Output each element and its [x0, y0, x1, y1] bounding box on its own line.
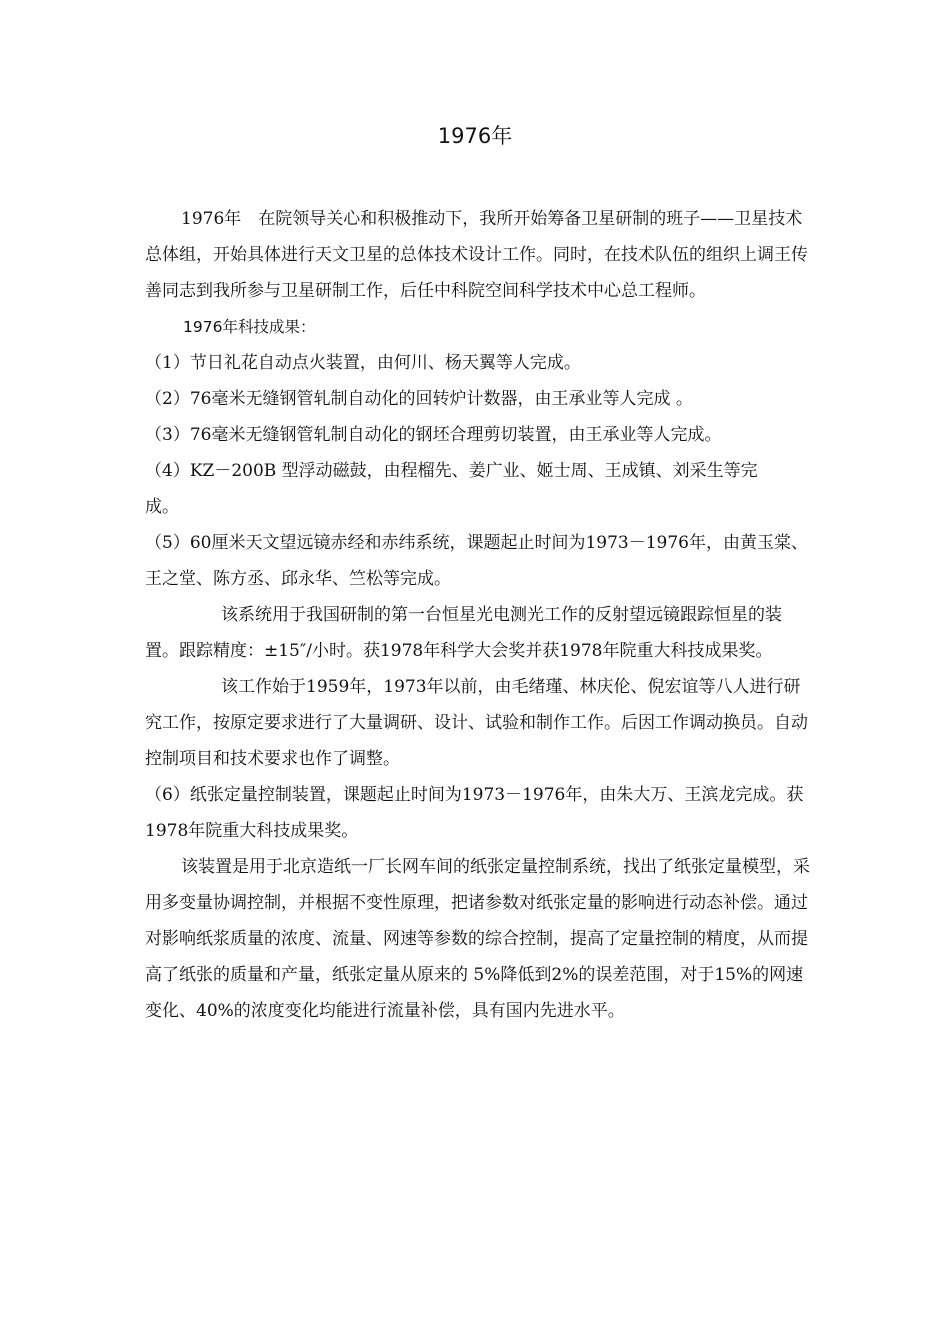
achievement-item-2: （2）76毫米无缝钢管轧制自动化的回转炉计数器，由王承业等人完成 。	[145, 389, 693, 409]
achievement-item-4: （4）KZ－200B 型浮动磁鼓，由程榴先、姜广业、姬士周、王成镇、刘采生等完	[145, 461, 758, 481]
achievement-item-6: （6）纸张定量控制装置，课题起止时间为1973－1976年，由朱大万、王滨龙完成。获1978年院重大科技成果奖。	[145, 785, 804, 841]
page-title: 1976年	[437, 124, 513, 148]
item-5-description-2: 该工作始于1959年，1973年以前，由毛绪瑾、林庆伦、倪宏谊等八人进行研究工作，按原定要求进行了大量调研、设计、试验和制作工作。后因工作调动换员。自动控制项目和技术要求也作了调整。	[145, 677, 808, 769]
intro-paragraph: 1976年 在院领导关心和积极推动下，我所开始筹备卫星研制的班子——卫星技术总体组，开始具体进行天文卫星的总体技术设计工作。同时，在技术队伍的组织上调王传善同志到我所参与卫星研制工作，后任中科院空间科学技术中心总工程师。	[145, 209, 808, 301]
item-5-description-1: 该系统用于我国研制的第一台恒星光电测光工作的反射望远镜跟踪恒星的装置。跟踪精度：±15″/小时。获1978年科学大会奖并获1978年院重大科技成果奖。	[145, 605, 782, 661]
achievement-item-4-continued: 成。	[145, 497, 179, 517]
achievements-heading: 1976年科技成果：	[183, 318, 316, 336]
achievement-item-1: （1）节日礼花自动点火装置，由何川、杨天翼等人完成。	[145, 353, 581, 373]
item-6-description: 该装置是用于北京造纸一厂长网车间的纸张定量控制系统，找出了纸张定量模型，采用多变量协调控制，并根据不变性原理，把诸参数对纸张定量的影响进行动态补偿。通过对影响纸浆质量的浓度、流量、网速等参数的综合控制，提高了定量控制的精度，从而提高了纸张的质量和产量，纸张定量从原来的 5%降低到2%的误差范围，对于15%的网速变化、40%的浓度变化均能进行流量补偿，具有国内先进水平。	[145, 857, 810, 1021]
document-body	[145, 201, 810, 1029]
achievement-item-3: （3）76毫米无缝钢管轧制自动化的钢坯合理剪切装置，由王承业等人完成。	[145, 425, 722, 445]
achievement-item-5: （5）60厘米天文望远镜赤经和赤纬系统，课题起止时间为1973－1976年，由黄玉棠、王之堂、陈方丞、邱永华、竺松等完成。	[145, 533, 808, 589]
